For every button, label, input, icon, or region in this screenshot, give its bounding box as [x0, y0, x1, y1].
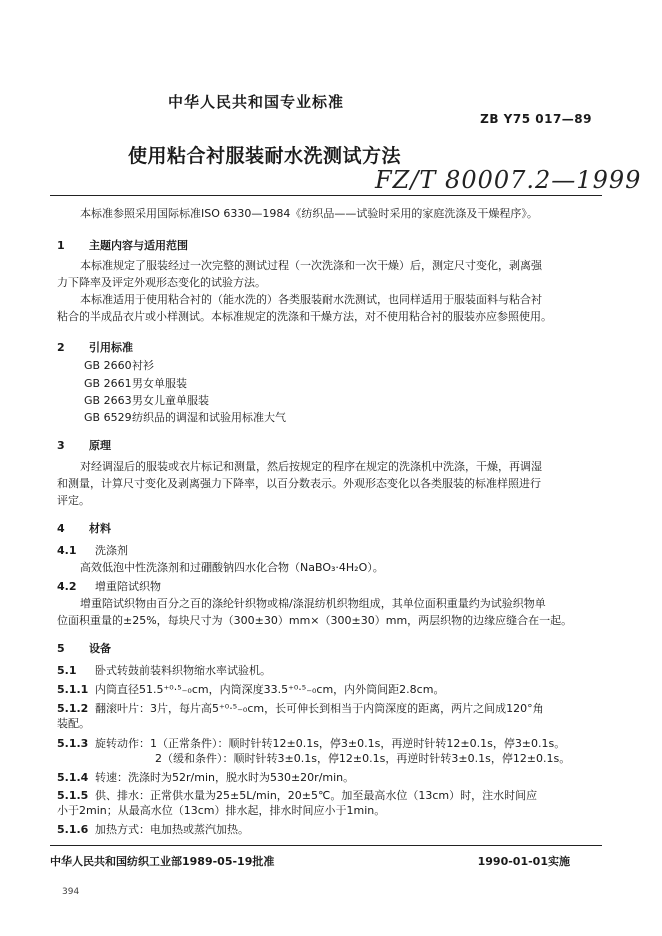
clause-5-1-6: [57, 821, 249, 837]
reference-code: GB 2663: [84, 394, 132, 407]
approval-line: 中华人民共和国纺织工业部1989-05-19批准: [50, 855, 275, 868]
reference-code: GB 2661: [84, 377, 132, 390]
handwritten-code: FZ/T 80007.2—1999: [375, 166, 642, 194]
section-5-heading: [57, 640, 111, 656]
paragraph-line: 2（缓和条件）：顺时针转3±0.1s，停12±0.1s，再逆时针转3±0.1s，停12±0.1s。: [155, 752, 571, 765]
reference-item: [84, 376, 187, 392]
reference-name: 纺织品的调湿和试验用标准大气: [132, 411, 286, 424]
paragraph-line: 位面积重量的±25%，每块尺寸为（300±30）mm×（300±30）mm，两层织物的边缘应缝合在一起。: [57, 614, 573, 627]
clause-number: 5.1.5: [57, 789, 89, 802]
clause-5-1-1: [57, 681, 444, 697]
intro-text: 本标准参照采用国际标准ISO 6330—1984《纺织品——试验时采用的家庭洗涤及干燥程序》。: [80, 207, 538, 220]
clause-5-1-3: [57, 735, 565, 751]
section-title: 材料: [89, 522, 111, 535]
section-1-heading: [57, 237, 188, 253]
section-title: 主题内容与适用范围: [89, 239, 188, 252]
reference-item: [84, 410, 286, 426]
clause-text: 翻滚叶片：3片，每片高5⁺⁰·⁵₋₀cm，长可伸长到相当于内筒深度的距离，两片之间成120°角: [95, 702, 544, 715]
clause-text: 内筒直径51.5⁺⁰·⁵₋₀cm，内筒深度33.5⁺⁰·⁵₋₀cm，内外筒间距2.8cm。: [95, 683, 445, 696]
standard-code: ZB Y75 017—89: [480, 112, 592, 126]
subsection-4-2: [57, 578, 161, 594]
paragraph-line: 粘合的半成品衣片或小样测试。本标准规定的洗涤和干燥方法，对不使用粘合衬的服装亦应参照使用。: [57, 310, 552, 323]
page-number: 394: [62, 887, 80, 897]
title-rule: [50, 195, 602, 196]
paragraph-line: 对经调湿后的服装或衣片标记和测量，然后按规定的程序在规定的洗涤机中洗涤，干燥，再调湿: [80, 460, 542, 473]
clause-number: 5.1.3: [57, 737, 89, 750]
clause-number: 5.1.6: [57, 823, 89, 836]
reference-name: 男女单服装: [132, 377, 187, 390]
clause-text: 供、排水：正常供水量为25±5L/min，20±5℃。加至最高水位（13cm）时，注水时间应: [95, 789, 538, 802]
section-title: 引用标准: [89, 341, 133, 354]
footer-rule: [50, 845, 602, 846]
paragraph-line: 力下降率及评定外观形态变化的试验方法。: [57, 276, 266, 289]
clause-5-1-2: [57, 700, 544, 716]
paragraph-line: 装配。: [57, 717, 90, 730]
subsection-title: 洗涤剂: [95, 544, 128, 557]
subsection-number: 4.2: [57, 580, 77, 593]
section-3-heading: [57, 437, 111, 453]
section-number: 4: [57, 522, 65, 535]
clause-text: 卧式转鼓前装料织物缩水率试验机。: [95, 664, 271, 677]
clause-5-1-5: [57, 787, 537, 803]
reference-item: [84, 393, 209, 409]
subsection-4-1: [57, 542, 128, 558]
paragraph-line: 本标准适用于使用粘合衬的（能水洗的）各类服装耐水洗测试，也同样适用于服装面料与粘合衬: [80, 293, 542, 306]
paragraph-line: 增重陪试织物由百分之百的涤纶针织物或棉/涤混纺机织物组成，其单位面积重量约为试验织物单: [80, 597, 546, 610]
paragraph-line: 本标准规定了服装经过一次完整的测试过程（一次洗涤和一次干燥）后，测定尺寸变化，剥离强: [80, 259, 542, 272]
clause-number: 5.1: [57, 664, 77, 677]
reference-name: 衬衫: [132, 359, 154, 372]
section-number: 5: [57, 642, 65, 655]
section-number: 3: [57, 439, 65, 452]
document-title: 使用粘合衬服装耐水洗测试方法: [128, 145, 402, 167]
clause-number: 5.1.4: [57, 771, 89, 784]
clause-text: 旋转动作：1（正常条件）：顺时针转12±0.1s，停3±0.1s，再逆时针转12±0.1s，停3±0.1s。: [95, 737, 566, 750]
reference-item: [84, 358, 154, 374]
reference-code: GB 6529: [84, 411, 132, 424]
section-number: 1: [57, 239, 65, 252]
paragraph-line: 评定。: [57, 494, 90, 507]
clause-text: 加热方式：电加热或蒸汽加热。: [95, 823, 249, 836]
clause-5-1-4: [57, 769, 354, 785]
clause-number: 5.1.2: [57, 702, 89, 715]
reference-name: 男女儿童单服装: [132, 394, 209, 407]
effective-date: 1990-01-01实施: [477, 855, 570, 868]
clause-5-1: [57, 662, 271, 678]
section-2-heading: [57, 339, 133, 355]
clause-number: 5.1.1: [57, 683, 89, 696]
subsection-title: 增重陪试织物: [95, 580, 161, 593]
reference-code: GB 2660: [84, 359, 132, 372]
section-title: 设备: [89, 642, 111, 655]
subsection-number: 4.1: [57, 544, 77, 557]
section-title: 原理: [89, 439, 111, 452]
paragraph-line: 小于2min；从最高水位（13cm）排水起，排水时间应小于1min。: [57, 804, 386, 817]
paragraph-line: 高效低泡中性洗涤剂和过硼酸钠四水化合物（NaBO₃·4H₂O）。: [80, 561, 384, 574]
paragraph-line: 和测量，计算尺寸变化及剥离强力下降率，以百分数表示。外观形态变化以各类服装的标准样照进行: [57, 477, 541, 490]
clause-text: 转速：洗涤时为52r/min，脱水时为530±20r/min。: [95, 771, 355, 784]
org-title: 中华人民共和国专业标准: [168, 93, 345, 111]
section-number: 2: [57, 341, 65, 354]
section-4-heading: [57, 520, 111, 536]
